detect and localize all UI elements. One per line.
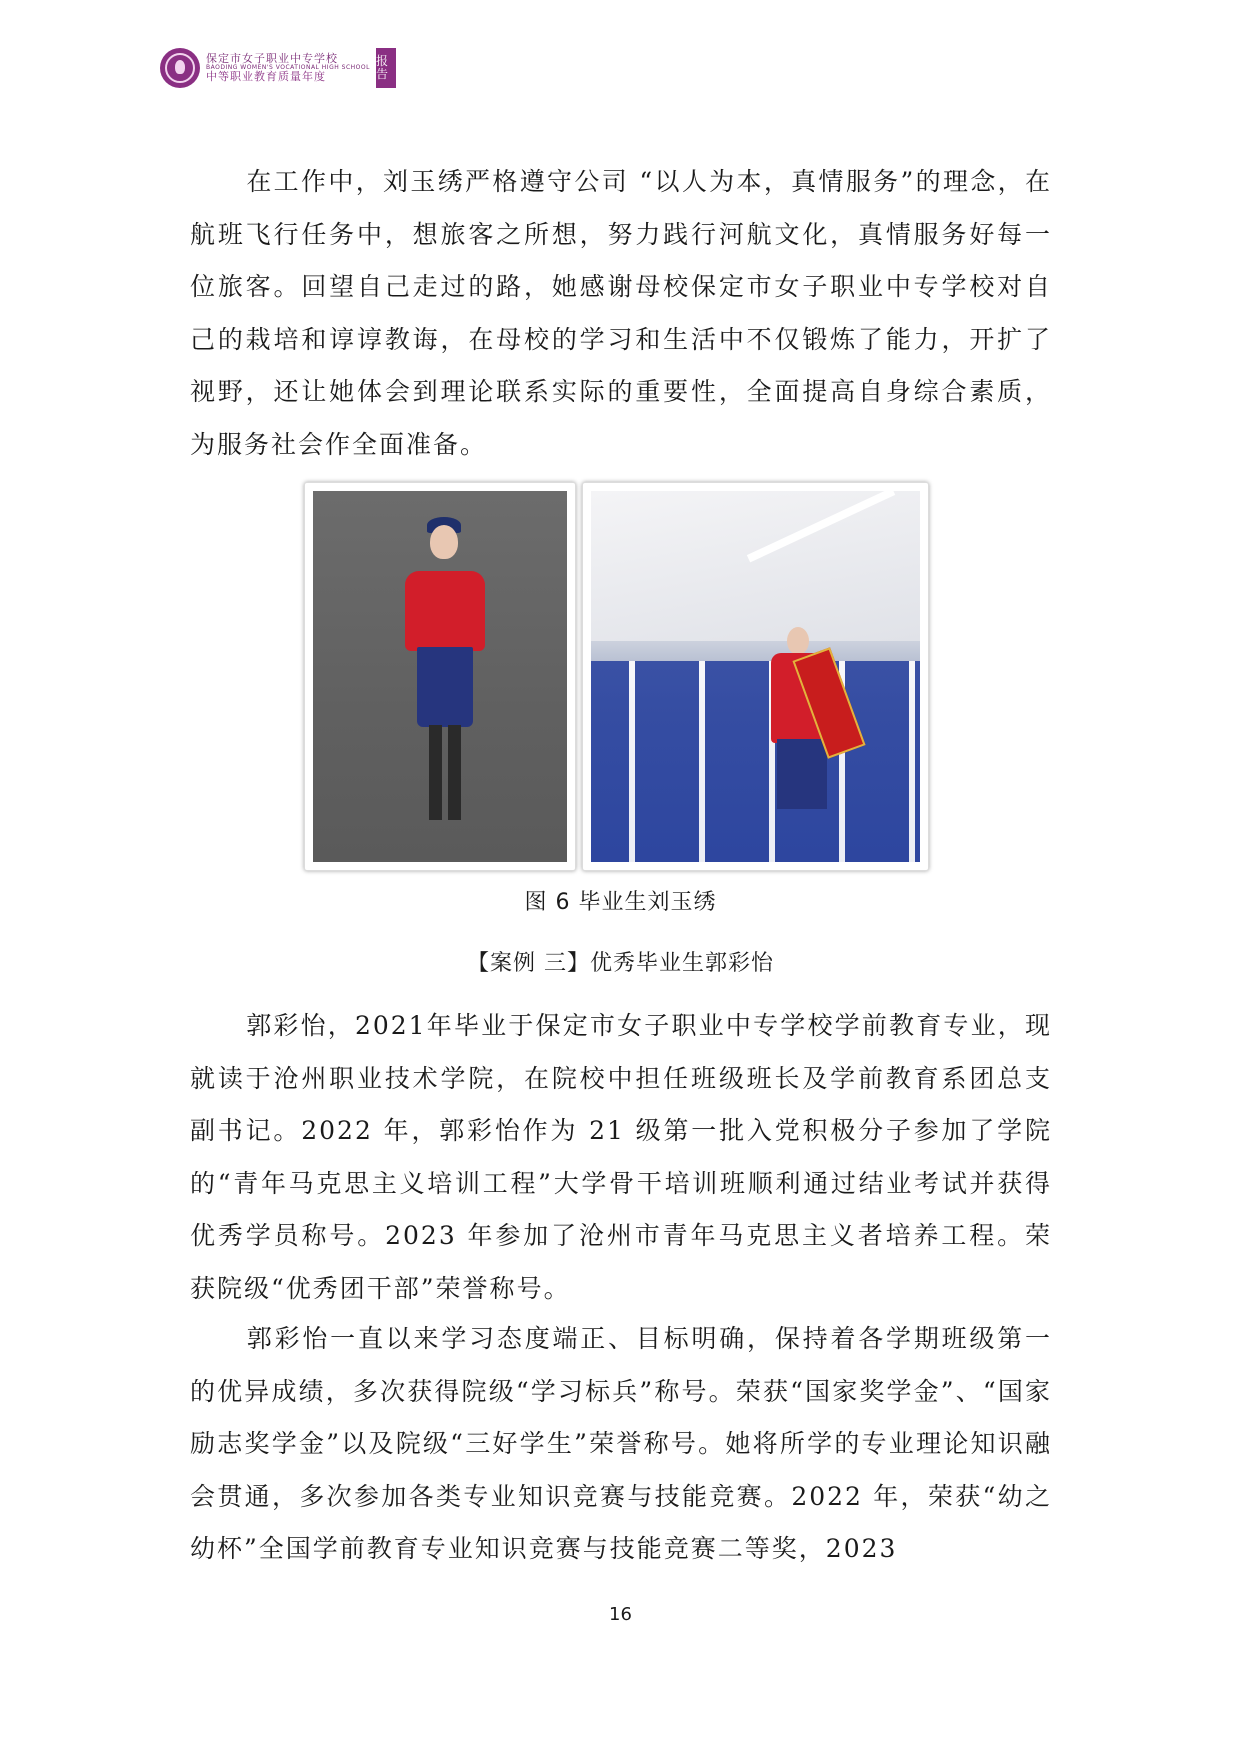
paragraph-profile: 郭彩怡，2021年毕业于保定市女子职业中专学校学前教育专业，现就读于沧州职业技术学院，在院校中担任班级班长及学前教育系团总支副书记。2022 年，郭彩怡作为 21 级第一批入党积极分子参加了学院的“青年马克思主义培训工程”大学骨干培训班顺利通过结业考试并获得优秀学员称号。2023 年参加了沧州市青年马克思主义者培养工程。荣获院级“优秀团干部”荣誉称号。 <box>190 1011 1052 1303</box>
report-title: 中等职业教育质量年度 <box>206 70 326 84</box>
figure-caption: 图 6 毕业生刘玉绣 <box>524 890 717 915</box>
paragraph-work: 在工作中，刘玉绣严格遵守公司 “以人为本，真情服务”的理念，在航班飞行任务中，想旅客之所想，努力践行河航文化，真情服务好每一位旅客。回望自己走过的路，她感谢母校保定市女子职业中专学校对自己的栽培和谆谆教诲，在母校的学习和生活中不仅锻炼了能力，开扩了视野，还让她体会到理论联系实际的重要性，全面提高自身综合素质，为服务社会作全面准备。 <box>190 167 1052 459</box>
report-badge: 报告 <box>376 48 396 88</box>
school-name-en: BAODING WOMEN'S VOCATIONAL HIGH SCHOOL <box>206 63 370 71</box>
page-header <box>160 44 396 92</box>
page-number: 16 <box>609 1604 632 1625</box>
cabin-photo <box>591 491 920 862</box>
school-name: 保定市女子职业中专学校 <box>206 52 338 66</box>
case-title: 【案例 三】优秀毕业生郭彩怡 <box>467 951 774 976</box>
photo-frame-portrait <box>304 482 576 871</box>
portrait-photo <box>313 491 567 862</box>
figure-photos <box>304 482 929 871</box>
school-logo-icon <box>160 48 200 88</box>
header-text <box>206 53 370 82</box>
paragraph-achievements: 郭彩怡一直以来学习态度端正、目标明确，保持着各学期班级第一的优异成绩，多次获得院级“学习标兵”称号。荣获“国家奖学金”、“国家励志奖学金”以及院级“三好学生”荣誉称号。她将所学的专业理论知识融会贯通，多次参加各类专业知识竞赛与技能竞赛。2022 年，荣获“幼之幼杯”全国学前教育专业知识竞赛与技能竞赛二等奖，2023 <box>190 1324 1052 1563</box>
photo-frame-cabin <box>582 482 929 871</box>
